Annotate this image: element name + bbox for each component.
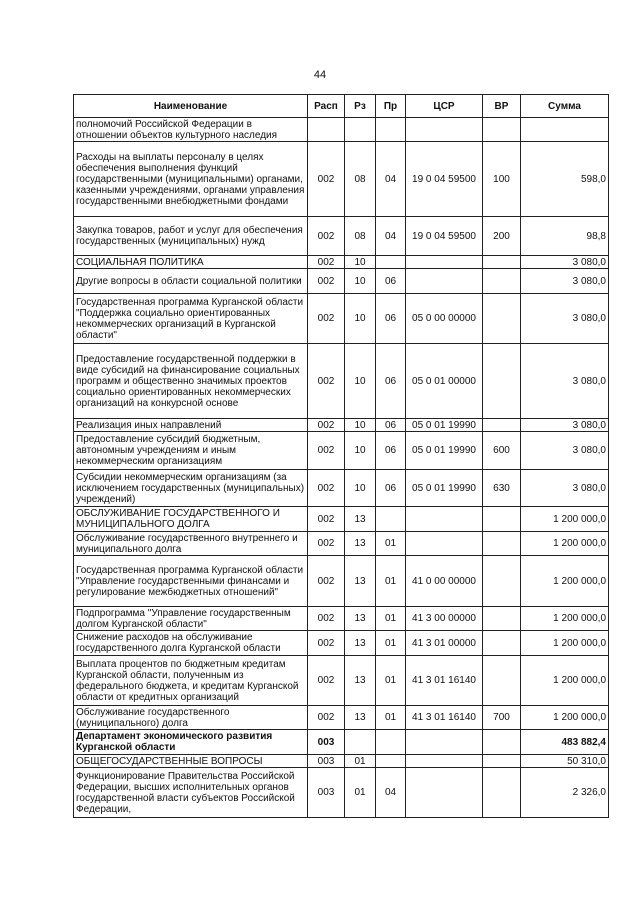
cell-csr: 19 0 04 59500 [406, 142, 483, 217]
table-header-row [74, 95, 609, 118]
table-row [74, 507, 609, 532]
cell-vr [483, 730, 521, 755]
cell-csr [406, 730, 483, 755]
cell-csr: 05 0 00 00000 [406, 294, 483, 344]
cell-rz: 10 [345, 256, 376, 269]
cell-csr: 41 3 01 16140 [406, 656, 483, 706]
cell-vr: 630 [483, 470, 521, 507]
cell-pr: 01 [376, 532, 406, 556]
cell-rasp: 002 [308, 656, 345, 706]
cell-vr [483, 118, 521, 142]
cell-name: полномочий Российской Федерации в отношении объектов культурного наследия [74, 118, 308, 142]
cell-rz: 13 [345, 706, 376, 730]
cell-sum: 1 200 000,0 [521, 532, 609, 556]
cell-rz: 10 [345, 269, 376, 294]
cell-rz: 10 [345, 419, 376, 432]
cell-pr [376, 256, 406, 269]
cell-sum: 1 200 000,0 [521, 556, 609, 607]
cell-vr [483, 607, 521, 631]
cell-pr: 04 [376, 768, 406, 818]
cell-name: ОБЩЕГОСУДАРСТВЕННЫЕ ВОПРОСЫ [74, 755, 308, 768]
cell-name: Обслуживание государственного (муниципального) долга [74, 706, 308, 730]
cell-rasp: 002 [308, 706, 345, 730]
cell-sum: 598,0 [521, 142, 609, 217]
cell-rasp: 002 [308, 532, 345, 556]
cell-csr [406, 532, 483, 556]
cell-rasp: 002 [308, 294, 345, 344]
table-row [74, 755, 609, 768]
cell-rz: 10 [345, 470, 376, 507]
header-rasp: Расп [308, 95, 345, 118]
header-csr: ЦСР [406, 95, 483, 118]
cell-vr [483, 344, 521, 419]
cell-sum: 1 200 000,0 [521, 631, 609, 656]
cell-name: Предоставление субсидий бюджетным, автономным учреждениям и иным некоммерческим организациям [74, 432, 308, 470]
cell-pr: 01 [376, 706, 406, 730]
cell-pr: 06 [376, 432, 406, 470]
cell-name: Департамент экономического развития Курганской области [74, 730, 308, 755]
cell-rz: 10 [345, 294, 376, 344]
cell-rz: 13 [345, 607, 376, 631]
cell-pr: 06 [376, 269, 406, 294]
cell-pr: 04 [376, 142, 406, 217]
cell-vr [483, 656, 521, 706]
cell-pr: 01 [376, 607, 406, 631]
header-name: Наименование [74, 95, 308, 118]
cell-rasp: 002 [308, 269, 345, 294]
cell-rz: 01 [345, 768, 376, 818]
cell-csr [406, 507, 483, 532]
cell-name: Подпрограмма "Управление государственным долгом Курганской области" [74, 607, 308, 631]
table-row [74, 118, 609, 142]
cell-rasp [308, 118, 345, 142]
cell-sum: 98,8 [521, 217, 609, 256]
cell-csr: 41 3 01 16140 [406, 706, 483, 730]
cell-csr: 05 0 01 19990 [406, 419, 483, 432]
table-row [74, 607, 609, 631]
cell-name: Предоставление государственной поддержки в виде субсидий на финансирование социальных программ и общественно значимых проектов социально ориентированных некоммерческих организаций на конкурсной основе [74, 344, 308, 419]
cell-sum: 3 080,0 [521, 470, 609, 507]
cell-pr: 01 [376, 556, 406, 607]
cell-rz: 10 [345, 432, 376, 470]
cell-rasp: 002 [308, 470, 345, 507]
cell-rasp: 002 [308, 344, 345, 419]
cell-vr [483, 631, 521, 656]
cell-csr [406, 755, 483, 768]
cell-csr [406, 118, 483, 142]
cell-sum: 3 080,0 [521, 419, 609, 432]
cell-csr: 05 0 01 19990 [406, 470, 483, 507]
cell-pr [376, 755, 406, 768]
cell-sum [521, 118, 609, 142]
cell-name: Субсидии некоммерческим организациям (за исключением государственных (муниципальных) учреждений) [74, 470, 308, 507]
cell-vr: 100 [483, 142, 521, 217]
cell-vr [483, 768, 521, 818]
cell-sum: 50 310,0 [521, 755, 609, 768]
cell-csr: 41 0 00 00000 [406, 556, 483, 607]
cell-sum: 3 080,0 [521, 344, 609, 419]
cell-sum: 3 080,0 [521, 294, 609, 344]
cell-vr: 200 [483, 217, 521, 256]
table-row [74, 344, 609, 419]
header-vr: ВР [483, 95, 521, 118]
table-row [74, 532, 609, 556]
cell-rz: 08 [345, 142, 376, 217]
cell-vr [483, 419, 521, 432]
cell-vr [483, 269, 521, 294]
cell-pr: 01 [376, 656, 406, 706]
table-row [74, 470, 609, 507]
cell-rasp: 002 [308, 432, 345, 470]
cell-rasp: 002 [308, 631, 345, 656]
cell-pr: 06 [376, 419, 406, 432]
cell-sum: 1 200 000,0 [521, 607, 609, 631]
cell-sum: 3 080,0 [521, 432, 609, 470]
cell-name: Снижение расходов на обслуживание государственного долга Курганской области [74, 631, 308, 656]
cell-name: Расходы на выплаты персоналу в целях обеспечения выполнения функций государственными (муниципальными) органами, казенными учреждениями, органами управления государственными внебюджетными фондами [74, 142, 308, 217]
cell-rz [345, 730, 376, 755]
cell-name: СОЦИАЛЬНАЯ ПОЛИТИКА [74, 256, 308, 269]
cell-csr [406, 256, 483, 269]
table-row [74, 269, 609, 294]
cell-rz: 13 [345, 556, 376, 607]
cell-pr [376, 118, 406, 142]
table-row [74, 419, 609, 432]
cell-pr [376, 730, 406, 755]
cell-name: ОБСЛУЖИВАНИЕ ГОСУДАРСТВЕННОГО И МУНИЦИПАЛЬНОГО ДОЛГА [74, 507, 308, 532]
cell-vr [483, 256, 521, 269]
header-sum: Сумма [521, 95, 609, 118]
cell-rz: 01 [345, 755, 376, 768]
table-row [74, 256, 609, 269]
cell-name: Другие вопросы в области социальной политики [74, 269, 308, 294]
cell-name: Обслуживание государственного внутреннего и муниципального долга [74, 532, 308, 556]
cell-rasp: 002 [308, 217, 345, 256]
cell-vr [483, 294, 521, 344]
cell-rz: 13 [345, 631, 376, 656]
cell-rasp: 002 [308, 256, 345, 269]
cell-vr [483, 507, 521, 532]
page-number: 44 [313, 69, 327, 81]
cell-name: Функционирование Правительства Российской Федерации, высших исполнительных органов государственной власти субъектов Российской Федерации, [74, 768, 308, 818]
cell-sum: 1 200 000,0 [521, 656, 609, 706]
table-row [74, 706, 609, 730]
cell-vr [483, 755, 521, 768]
cell-rz: 13 [345, 507, 376, 532]
cell-csr: 05 0 01 19990 [406, 432, 483, 470]
cell-rz [345, 118, 376, 142]
cell-rasp: 003 [308, 768, 345, 818]
cell-pr: 06 [376, 470, 406, 507]
cell-vr [483, 556, 521, 607]
table-row [74, 631, 609, 656]
cell-sum: 3 080,0 [521, 256, 609, 269]
cell-rz: 13 [345, 656, 376, 706]
cell-rasp: 002 [308, 556, 345, 607]
cell-sum: 483 882,4 [521, 730, 609, 755]
header-pr: Пр [376, 95, 406, 118]
cell-rz: 13 [345, 532, 376, 556]
cell-rasp: 003 [308, 730, 345, 755]
table-body [74, 118, 609, 818]
cell-sum: 3 080,0 [521, 269, 609, 294]
cell-pr: 04 [376, 217, 406, 256]
cell-sum: 2 326,0 [521, 768, 609, 818]
budget-table [73, 94, 609, 818]
cell-csr [406, 768, 483, 818]
cell-csr: 19 0 04 59500 [406, 217, 483, 256]
cell-vr: 600 [483, 432, 521, 470]
cell-pr: 06 [376, 294, 406, 344]
cell-vr [483, 532, 521, 556]
cell-sum: 1 200 000,0 [521, 507, 609, 532]
cell-name: Выплата процентов по бюджетным кредитам Курганской области, полученным из федерального бюджета, и кредитам Курганской области от кредитных организаций [74, 656, 308, 706]
cell-rasp: 003 [308, 755, 345, 768]
cell-name: Закупка товаров, работ и услуг для обеспечения государственных (муниципальных) нужд [74, 217, 308, 256]
cell-name: Государственная программа Курганской области "Поддержка социально ориентированных некоммерческих организаций в Курганской области" [74, 294, 308, 344]
cell-csr [406, 269, 483, 294]
header-rz: Рз [345, 95, 376, 118]
table-row [74, 730, 609, 755]
cell-csr: 41 3 01 00000 [406, 631, 483, 656]
cell-name: Государственная программа Курганской области "Управление государственными финансами и регулирование межбюджетных отношений" [74, 556, 308, 607]
table-row [74, 217, 609, 256]
cell-rz: 08 [345, 217, 376, 256]
table-row [74, 768, 609, 818]
cell-sum: 1 200 000,0 [521, 706, 609, 730]
table-row [74, 294, 609, 344]
cell-rasp: 002 [308, 419, 345, 432]
cell-name: Реализация иных направлений [74, 419, 308, 432]
cell-rz: 10 [345, 344, 376, 419]
cell-rasp: 002 [308, 142, 345, 217]
cell-pr: 06 [376, 344, 406, 419]
cell-csr: 41 3 00 00000 [406, 607, 483, 631]
cell-csr: 05 0 01 00000 [406, 344, 483, 419]
table-row [74, 142, 609, 217]
table-row [74, 656, 609, 706]
table-row [74, 432, 609, 470]
cell-rasp: 002 [308, 507, 345, 532]
cell-vr: 700 [483, 706, 521, 730]
table-row [74, 556, 609, 607]
cell-pr: 01 [376, 631, 406, 656]
cell-rasp: 002 [308, 607, 345, 631]
cell-pr [376, 507, 406, 532]
